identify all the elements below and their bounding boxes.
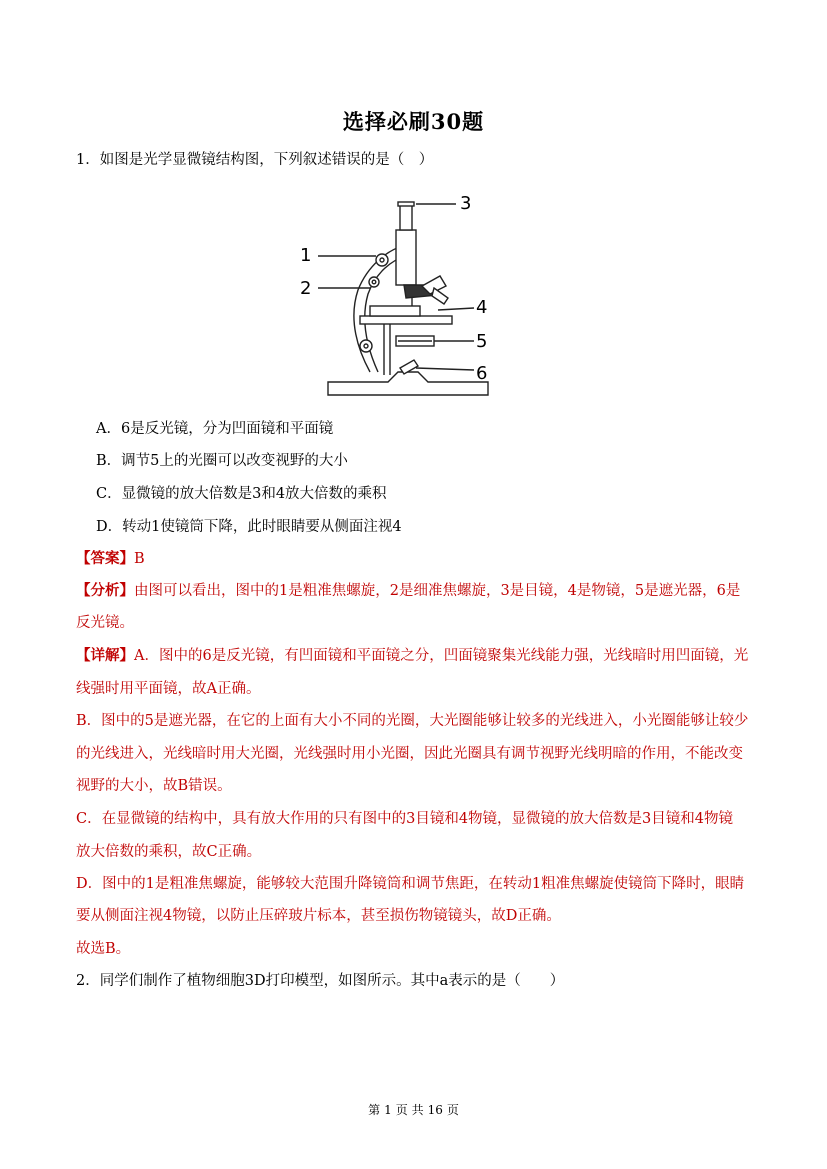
figure-label-2: 2 <box>300 278 312 299</box>
footer-prefix: 第 <box>368 1103 381 1117</box>
detail-line-10: 故选B。 <box>76 941 131 957</box>
footer-suffix: 页 <box>446 1103 459 1117</box>
page-footer <box>0 1101 827 1118</box>
detail-text-1: A．图中的6是反光镜，有凹面镜和平面镜之分，凹面镜聚集光线能力强，光线暗时用凹面镜，光 <box>134 648 749 664</box>
detail-line-6: C．在显微镜的结构中，具有放大作用的只有图中的3目镜和4物镜，显微镜的放大倍数是3目镜和4物镜 <box>76 811 733 827</box>
figure-label-5: 5 <box>476 331 488 352</box>
option-a: A．6是反光镜，分为凹面镜和平面镜 <box>96 421 334 437</box>
detail-label: 【详解】 <box>76 647 134 664</box>
detail-line-5: 视野的大小，故B错误。 <box>76 778 232 794</box>
detail-line-1 <box>76 646 756 666</box>
answer-value: B <box>134 551 145 567</box>
detail-line-3: B．图中的5是遮光器，在它的上面有大小不同的光圈，大光圈能够让较多的光线进入，小光圈能够让较少 <box>76 713 749 729</box>
page-title: 选择必刷30题 <box>342 109 485 134</box>
detail-line-9: 要从侧面注视4物镜，以防止压碎玻片标本，甚至损伤物镜镜头，故D正确。 <box>76 908 561 924</box>
footer-middle: 页 共 <box>395 1103 424 1117</box>
detail-line-7: 放大倍数的乘积，故C正确。 <box>76 844 262 860</box>
option-b: B．调节5上的光圈可以改变视野的大小 <box>96 453 348 469</box>
analysis-line-2: 反光镜。 <box>76 615 134 631</box>
figure-label-4: 4 <box>476 297 488 318</box>
figure-label-1: 1 <box>300 245 312 266</box>
detail-line-4: 的光线进入，光线暗时用大光圈，光线强时用小光圈，因此光圈具有调节视野光线明暗的作用，不能改变 <box>76 746 743 762</box>
question-2-stem: 2．同学们制作了植物细胞3D打印模型，如图所示。其中a表示的是（ ） <box>76 973 565 989</box>
figure-label-3: 3 <box>460 193 472 214</box>
option-c: C．显微镜的放大倍数是3和4放大倍数的乘积 <box>96 486 387 502</box>
microscope-figure <box>318 190 494 400</box>
answer-label: 【答案】 <box>76 550 134 567</box>
analysis-label: 【分析】 <box>76 582 134 599</box>
figure-label-6: 6 <box>476 363 488 384</box>
option-d: D．转动1使镜筒下降，此时眼睛要从侧面注视4 <box>96 519 402 535</box>
analysis-text-1: 由图可以看出，图中的1是粗准焦螺旋，2是细准焦螺旋，3是目镜，4是物镜，5是遮光器，6是 <box>134 583 741 599</box>
footer-total-pages: 16 <box>427 1103 443 1117</box>
footer-page-number: 1 <box>384 1103 392 1117</box>
detail-line-8: D．图中的1是粗准焦螺旋，能够较大范围升降镜筒和调节焦距，在转动1粗准焦螺旋使镜筒下降时，眼睛 <box>76 876 745 892</box>
question-1-stem: 1．如图是光学显微镜结构图，下列叙述错误的是（ ） <box>76 152 434 168</box>
answer-line <box>76 549 756 569</box>
analysis-line-1 <box>76 581 756 601</box>
detail-line-2: 线强时用平面镜，故A正确。 <box>76 681 261 697</box>
